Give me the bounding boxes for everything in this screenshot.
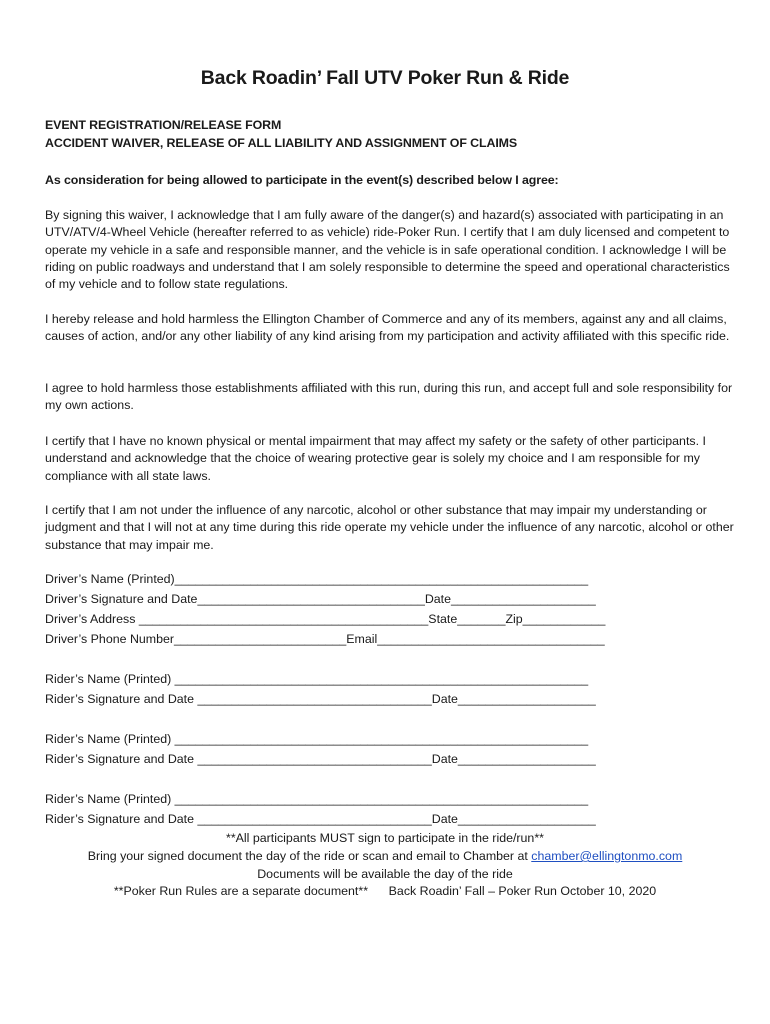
rider-2-signature-date-field[interactable]: Rider’s Signature and Date __________________________________Date____________________ <box>45 752 596 766</box>
rider-1-name-field[interactable]: Rider’s Name (Printed) ____________________________________________________________ <box>45 672 589 686</box>
bring-document-notice <box>0 849 770 863</box>
form-heading-registration: EVENT REGISTRATION/RELEASE FORM <box>45 118 282 132</box>
rider-1-signature-date-field[interactable]: Rider’s Signature and Date __________________________________Date____________________ <box>45 692 596 706</box>
waiver-paragraph-acknowledgement: By signing this waiver, I acknowledge that I am fully aware of the danger(s) and hazard(s) associated with participating in an UTV/ATV/4-Wheel Vehicle (hereafter referred to as vehicle) ride-Poker Run. I certify that I am duly licensed and competent to operate my vehicle in a safe and responsible manner, and the vehicle is in safe operational condition. I acknowledge I will be riding on public roadways and understand that I am solely responsible to determine the speed and operational characteristics of my vehicle and to follow state regulations. <box>45 208 730 292</box>
waiver-paragraph-sobriety: I certify that I am not under the influence of any narcotic, alcohol or other substance that may impair my understanding or judgment and that I will not at any time during this ride operate my vehicle under the influence of any narcotic, alcohol or other substance that may impair me. <box>45 503 734 552</box>
form-heading-waiver: ACCIDENT WAIVER, RELEASE OF ALL LIABILITY AND ASSIGNMENT OF CLAIMS <box>45 136 518 150</box>
bring-document-text: Bring your signed document the day of the ride or scan and email to Chamber at <box>87 849 532 863</box>
driver-phone-email-field[interactable]: Driver’s Phone Number_________________________Email_________________________________ <box>45 632 605 646</box>
availability-notice: Documents will be available the day of the ride <box>257 867 513 881</box>
chamber-email-link[interactable]: chamber@ellingtonmo.com <box>531 849 683 863</box>
rider-3-signature-date-field[interactable]: Rider’s Signature and Date __________________________________Date____________________ <box>45 812 596 826</box>
waiver-paragraph-health: I certify that I have no known physical or mental impairment that may affect my safety or the safety of other participants. I understand and acknowledge that the choice of wearing protective gear is solely my choice and I am responsible for my compliance with all state laws. <box>45 434 706 483</box>
rider-3-name-field[interactable]: Rider’s Name (Printed) ____________________________________________________________ <box>45 792 589 806</box>
must-sign-notice: **All participants MUST sign to participate in the ride/run** <box>226 831 544 845</box>
driver-address-field[interactable]: Driver’s Address __________________________________________State_______Zip____________ <box>45 612 606 626</box>
driver-signature-date-field[interactable]: Driver’s Signature and Date_________________________________Date_____________________ <box>45 592 596 606</box>
document-title: Back Roadin’ Fall UTV Poker Run & Ride <box>200 67 570 89</box>
rider-2-name-field[interactable]: Rider’s Name (Printed) ____________________________________________________________ <box>45 732 589 746</box>
waiver-paragraph-release: I hereby release and hold harmless the Ellington Chamber of Commerce and any of its members, against any and all claims, causes of action, and/or any other liability of any kind arising from my participation and activity affiliated with this specific ride. <box>45 312 730 344</box>
consideration-statement: As consideration for being allowed to participate in the event(s) described below I agree: <box>45 173 559 187</box>
poker-run-rules-note: **Poker Run Rules are a separate document** <box>113 884 369 898</box>
event-date-note: Back Roadin’ Fall – Poker Run October 10, 2020 <box>388 884 657 898</box>
driver-name-field[interactable]: Driver’s Name (Printed)____________________________________________________________ <box>45 572 589 586</box>
rules-and-date-line <box>0 884 770 898</box>
waiver-paragraph-hold-harmless: I agree to hold harmless those establishments affiliated with this run, during this run, and accept full and sole responsibility for my own actions. <box>45 381 733 413</box>
